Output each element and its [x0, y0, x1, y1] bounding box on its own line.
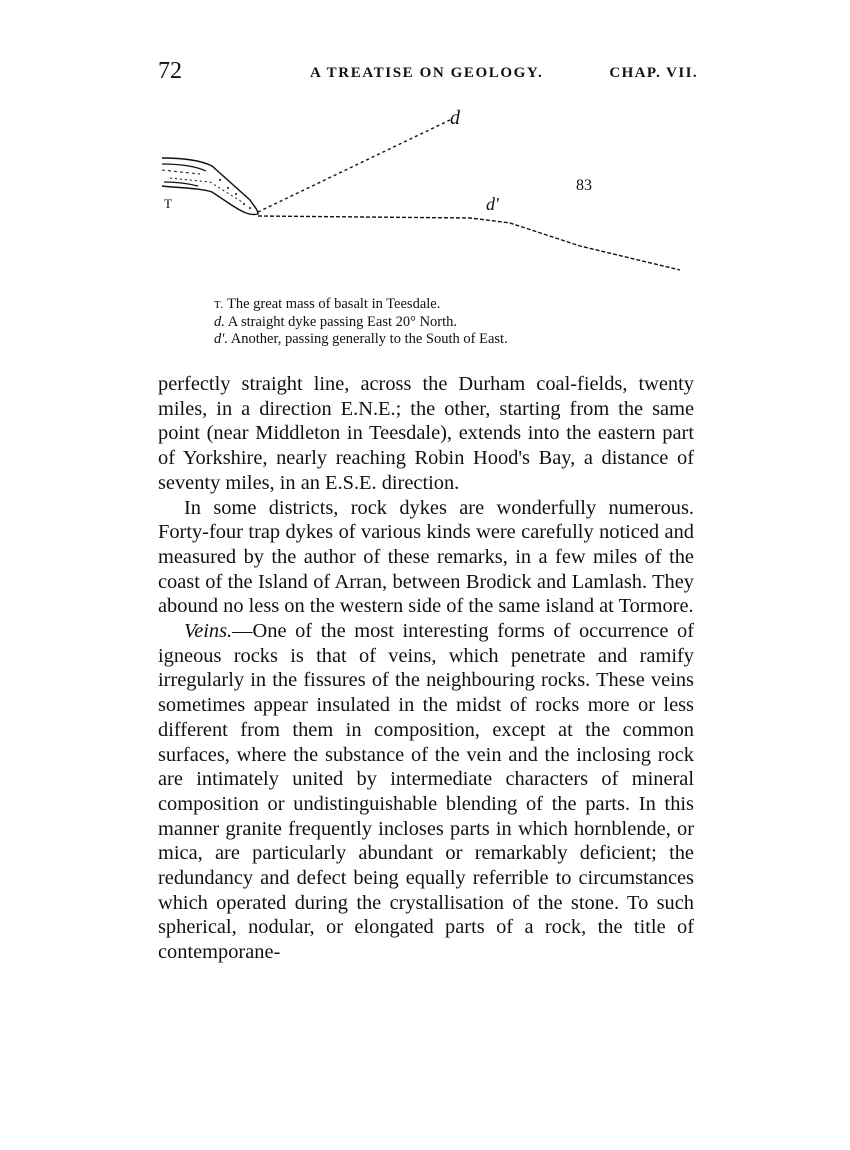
dyke-d-prime-line: [258, 216, 680, 270]
caption-key: T.: [214, 299, 224, 311]
figure-caption: [214, 296, 674, 348]
dyke-d-line: [258, 120, 450, 212]
caption-line: [214, 296, 674, 314]
caption-text: A straight dyke passing East 20° North.: [224, 314, 458, 330]
chapter-label: CHAP. VII.: [609, 65, 698, 81]
paragraph: perfectly straight line, across the Durham coal-fields, twenty miles, in a direction E.N.E.; the other, starting from the same point (near Middleton in Teesdale), extends into the eastern part of Yorkshire, nearly reaching Robin Hood's Bay, a distance of seventy miles, in an E.S.E. direction.: [158, 373, 694, 494]
section-heading: Veins.: [184, 620, 233, 643]
paragraph-text: —One of the most interesting forms of occurrence of igneous rocks is that of veins, which penetrate and ramify irregularly in the fissures of the neighbouring rocks. These veins sometimes appear insulated in the midst of rocks more or less different from them in composition, except at the common surfaces, where the substance of the vein and the inclosing rock are intimately united by intermediate characters of mineral composition or undistinguishable blending of the parts. In this manner granite frequently incloses parts in which hornblende, or mica, are particularly abundant or remarkably deficient; the redundancy and defect being equally referrible to circumstances which operated during the crystallisation of the stone. To such spherical, nodular, or elongated parts of a rock, the title of contemporane-: [158, 620, 694, 964]
basalt-mass: [162, 158, 258, 215]
label-t: T: [164, 196, 172, 211]
figure-number: 83: [576, 177, 592, 194]
running-head: [158, 58, 698, 88]
body-text: [158, 372, 694, 965]
dyke-diagram: [150, 100, 710, 285]
paragraph: In some districts, rock dykes are wonderfully numerous. Forty-four trap dykes of various kinds were carefully noticed and measured by the author of these remarks, in a few miles of the coast of the Island of Arran, between Brodick and Lamlash. They abound no less on the western side of the same island at Tormore.: [158, 496, 694, 618]
caption-text: The great mass of basalt in Teesdale.: [223, 296, 441, 312]
paragraph: [158, 619, 694, 965]
label-d-prime: d': [486, 194, 499, 214]
caption-line: [214, 331, 674, 348]
caption-line: [214, 314, 674, 331]
caption-text: Another, passing generally to the South of East.: [227, 331, 508, 347]
label-d: d: [450, 107, 460, 129]
caption-key: d.: [214, 314, 225, 330]
caption-key: d'.: [214, 331, 228, 347]
dyke-diagram-svg: [150, 100, 710, 285]
running-title: A TREATISE ON GEOLOGY.: [310, 65, 544, 81]
page-number: 72: [158, 58, 182, 84]
